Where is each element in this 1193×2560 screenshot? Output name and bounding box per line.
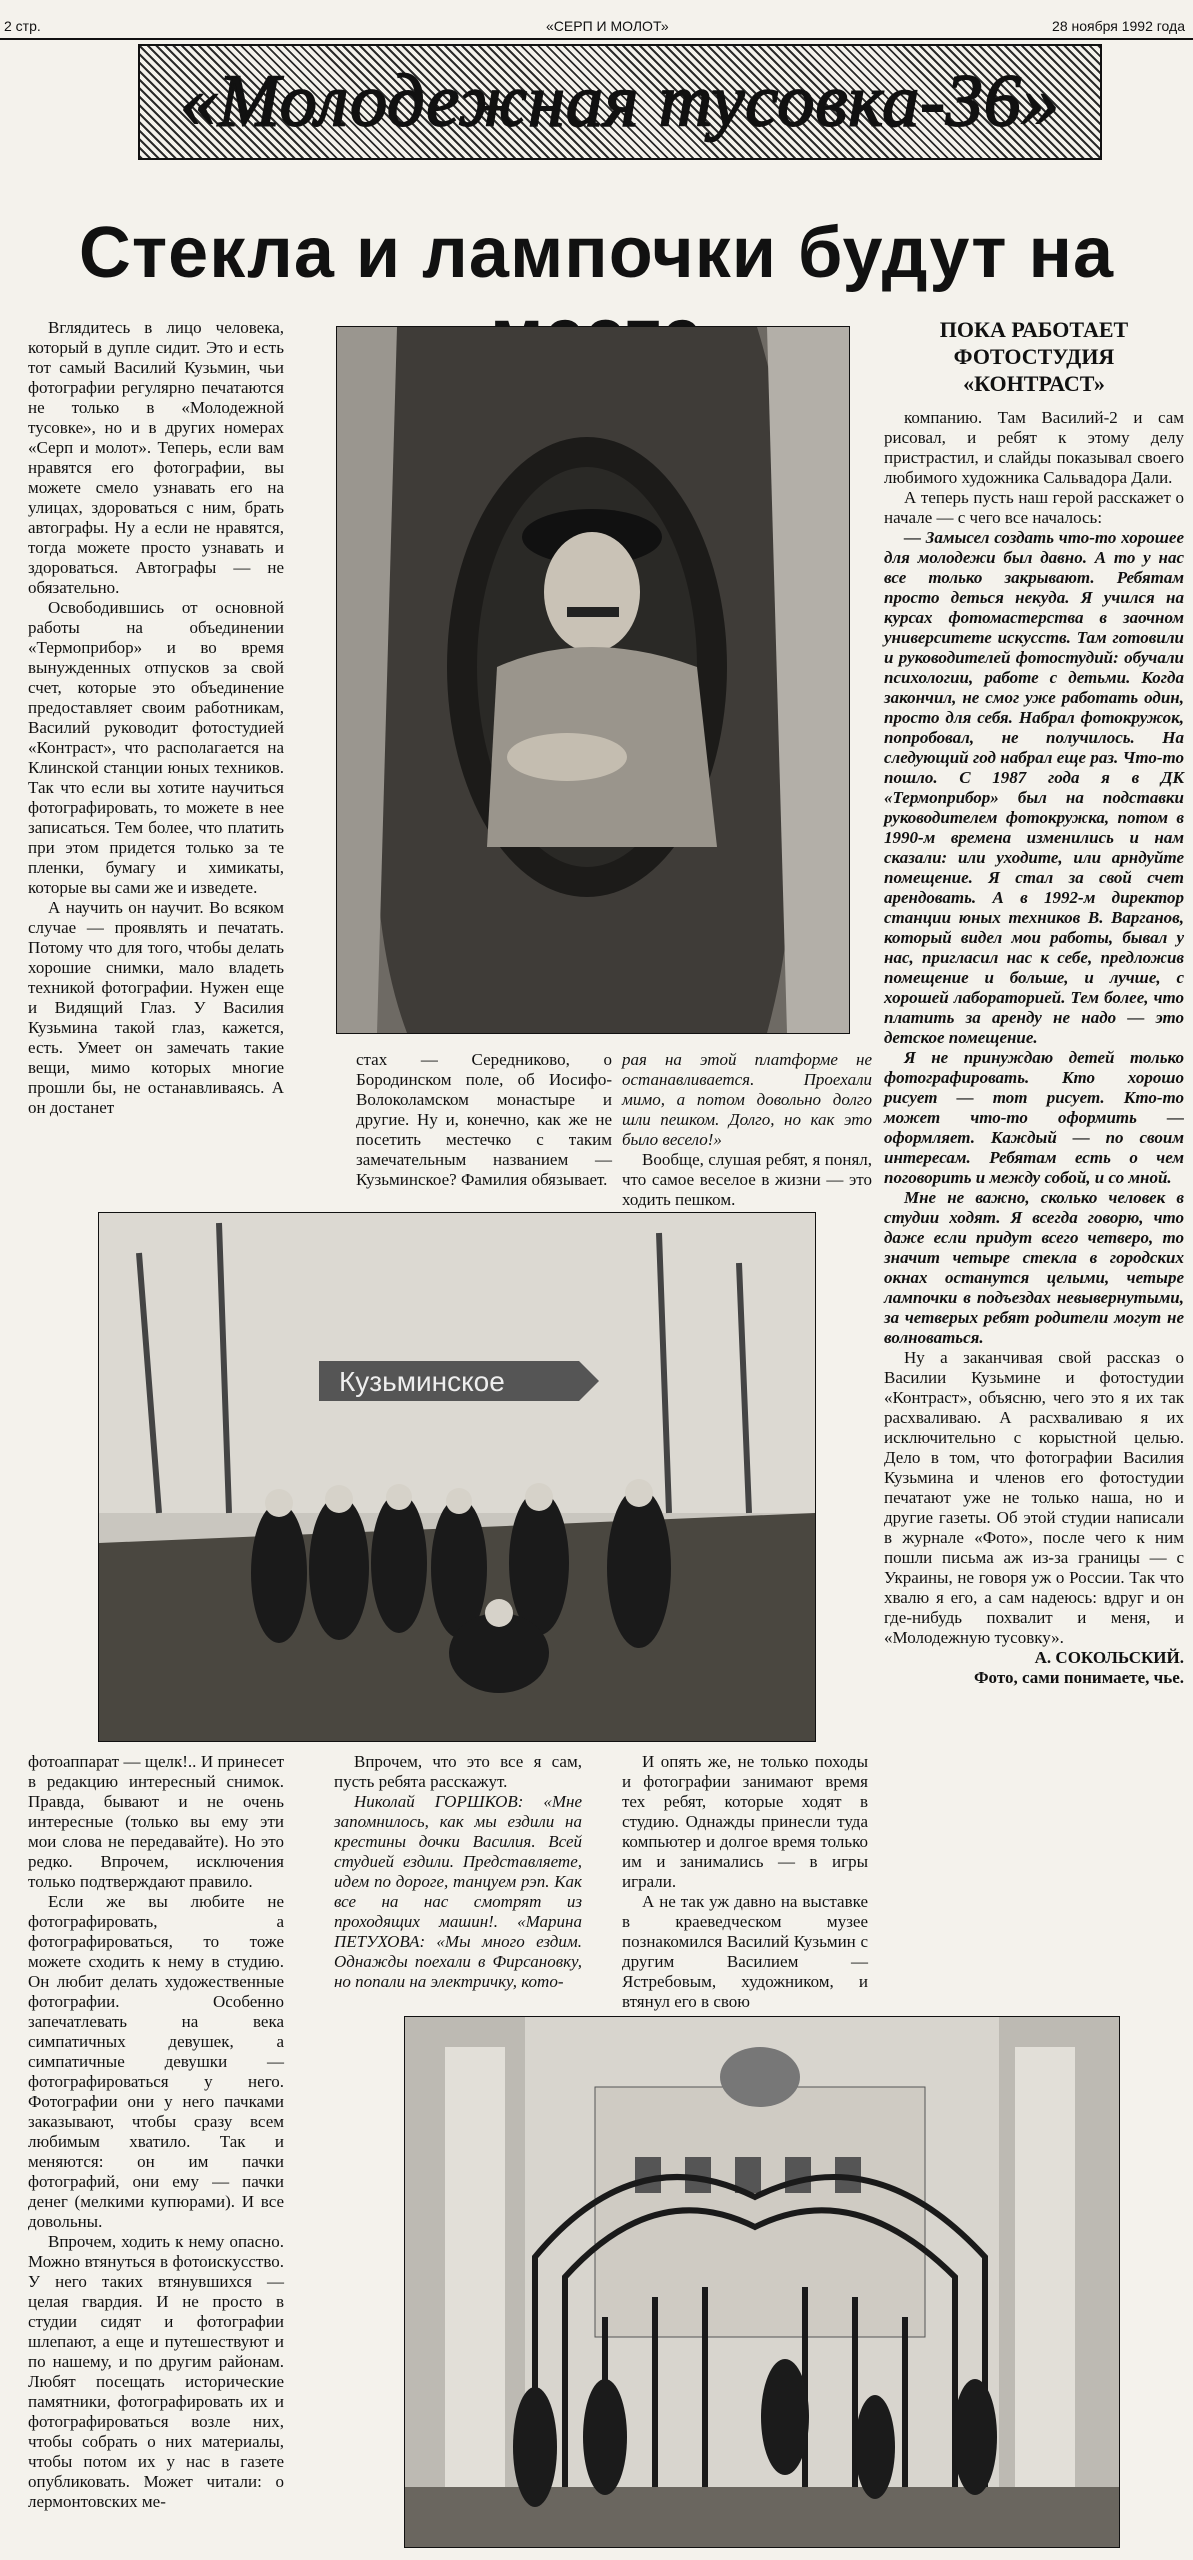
paragraph: А теперь пусть наш герой расскажет о начале — с чего все началось: [884, 488, 1184, 527]
paragraph: Впрочем, ходить к нему опасно. Можно втянуться в фотоискусство. У него таких втянувшихся — целая гвардия. И не просто в студии сидят и фотографии шлепают, а еще и путешествуют и по нашему, и по другим районам. Любят посещать исторические памятники, фотографировать их и фотографироваться возле них, чтобы собрать о них материалы, чтобы потом их у нас в газете опубликовать. Может читали: о лермонтовских ме- [28, 2232, 284, 2511]
column-right [884, 408, 1184, 1688]
quote-paragraph: Николай ГОРШКОВ: «Мне запомнилось, как мы ездили на крестины дочки Василия. Всей студией ездили. Представляете, идем по дороге, танцуем рэп. Как все на нас смотрят из проходящих машин!. «Марина ПЕТУХОВА: «Мы много ездим. Однажды поехали в Фирсановку, но попали на электричку, кото- [334, 1792, 582, 1991]
column-left [28, 318, 284, 1118]
banner-title: «Молодежная тусовка-36» [180, 60, 1060, 143]
issue-date: 28 ноября 1992 года [1052, 18, 1185, 34]
column-bottom-3 [622, 1752, 868, 2012]
sign-text: Кузьминское [339, 1366, 505, 1397]
side-heading-line: «КОНТРАСТ» [963, 371, 1105, 396]
paragraph: Вообще, слушая ребят, я понял, что самое веселое в жизни — это ходить пешком. [622, 1150, 872, 1209]
paragraph: А научить он научит. Во всяком случае — проявлять и печатать. Потому что для того, чтобы делать хорошие снимки, мало владеть техникой фотографии. Нужен еще и Видящий Глаз. У Василия Кузьмина такой глаз, кажется, есть. Умеет он замечать такие вещи, мимо которых многие прошли бы, не останавливаясь. А он достанет [28, 898, 284, 1117]
column-middle-2 [622, 1050, 872, 1210]
column-bottom-2 [334, 1752, 582, 1992]
section-banner [138, 44, 1102, 160]
paragraph: Если же вы любите не фотографировать, а фотографироваться, то тоже можете сходить к нему в студию. Он любит делать художественные фотографии. Особенно запечатлевать на века симпатичных девушек, а симпатичные девушки — фотографироваться у него. Фотографии они у него пачками заказывают, чтобы сразу всем любимым хватило. Так и меняются: он им пачки фотографий, они ему — пачки денег (мелкими купюрами). И все довольны. [28, 1892, 284, 2231]
paragraph: И опять же, не только походы и фотографии занимают время тех ребят, которые ходят в студию. Однажды принесли туда компьютер и долгое время только им и занимались — в игры играли. [622, 1752, 868, 1891]
paragraph: фотоаппарат — щелк!.. И принесет в редакцию интересный снимок. Правда, бывают и не очень интересные (только вы ему эти мои слова не передавайте). Но это редко. Впрочем, исключения только подтверждают правило. [28, 1752, 284, 1891]
quote-paragraph: Я не принуждаю детей только фотографировать. Кто хорошо рисует — тот рисует. Кто-то может что-то оформить — оформляет. Каждый — по своим интересам. Ребятам есть о чем поговорить и между собой, и со мной. [884, 1048, 1184, 1187]
photo-group-kuzminskoe-sign [98, 1212, 816, 1742]
paragraph: Вглядитесь в лицо человека, который в дупле сидит. Это и есть тот самый Василий Кузьмин, чьи фотографии регулярно печатаются не только в «Молодежной тусовке», но и в других номерах «Серп и молот». Теперь, если вам нравятся его фотографии, вы можете смело узнавать его на улицах, здороваться с ним, брать автографы. Ну а если не нравятся, тогда можете просто узнавать и здороваться. Автографы — не обязательно. [28, 318, 284, 597]
column-bottom-1 [28, 1752, 284, 2512]
author-signature: А. СОКОЛЬСКИЙ. [1034, 1648, 1184, 1667]
paragraph: А не так уж давно на выставке в краеведческом музее познакомился Василий Кузьмин с другим Василием — Ястребовым, художником, и втянул его в свою [622, 1892, 868, 2011]
page-number: 2 стр. [4, 18, 41, 34]
quote-paragraph: — Замысел создать что-то хорошее для молодежи был давно. А то у нас все только закрывают. Ребятам просто деться некуда. Я учился на курсах фотомастерства в заочном университете искусств. Там готовили и руководителей фотостудий: обучали психологии, работе с детьми. Когда закончил, не смог уже работать один, просто для себя. Набрал фотокружок, попробовал, не получилось. На следующий год набрал еще раз. Что-то пошло. С 1987 года я в ДК «Термоприбор» был на подставки руководителем фотокружка, потом в 1990-м времена изменились и нам сказали: или уходите, или арндуйте помещение. Я стал за свой счет арендовать. А в 1992-м директор станции юных техников В. Варганов, который видел мои работы, бывал у нас, пригласил нас к себе, предложив помещение и больше, и лучше, с хорошей лабораторией. Тем более, что платить за аренду не надо — это детское помещение. [884, 528, 1184, 1047]
paragraph: стах — Середниково, о Бородинском поле, об Иосифо-Волоколамском монастыре и другие. Ну и, конечно, как же не посетить местечко с таким замечательным названием — Кузьминское? Фамилия обязывает. [356, 1050, 612, 1189]
photo-man-in-tree [336, 326, 850, 1034]
quote-paragraph: Мне не важно, сколько человек в студии ходят. Я всегда говорю, что даже если придут всего четверо, то значит четыре стекла в городских окнах останутся целыми, четыре лампочки в подъездах невывернутыми, за четверых ребят родители могут не волноваться. [884, 1188, 1184, 1347]
photo-estate-gate [404, 2016, 1120, 2548]
column-middle-1 [356, 1050, 612, 1190]
header-rule [0, 38, 1193, 40]
newspaper-name: «СЕРП И МОЛОТ» [546, 18, 669, 34]
side-heading-line: ФОТОСТУДИЯ [953, 344, 1115, 369]
paragraph: Впрочем, что это все я сам, пусть ребята расскажут. [334, 1752, 582, 1791]
side-heading [884, 316, 1184, 397]
paragraph: компанию. Там Василий-2 и сам рисовал, и ребят к этому делу пристрастил, и слайды показывал своего любимого художника Сальвадора Дали. [884, 408, 1184, 487]
side-heading-line: ПОКА РАБОТАЕТ [939, 317, 1129, 342]
photo-credit: Фото, сами понимаете, чье. [973, 1668, 1184, 1687]
quote-paragraph: рая на этой платформе не останавливается. Проехали мимо, а потом довольно долго шли пешком. Долго, но как это было весело!» [622, 1050, 872, 1149]
paragraph: Освободившись от основной работы на объединении «Термоприбор» и во время вынужденных отпусков за свой счет, которые это объединение предоставляет своим работникам, Василий руководит фотостудией «Контраст», что располагается на Клинской станции юных техников. Так что если вы хотите научиться фотографировать, то можете в нее записаться. Тем более, что платить при этом придется только за те пленки, бумагу и химикаты, которые вы сами же и изведете. [28, 598, 284, 897]
article-headline: Стекла и лампочки будут на [78, 213, 1115, 293]
paragraph: Ну а заканчивая свой рассказ о Василии Кузьмине и фотостудии «Контраст», объясню, чего это я их так расхваливаю. А расхваливаю я их исключительно с корыстной целью. Дело в том, что фотографии Василия Кузьмина и членов его фотостудии печатают уже не только наша, но и другие газеты. Об этой студии написали в журнале «Фото», после чего к ним пошли письма аж из-за границы — с Украины, не говоря уж о России. Так что хвалю я его, а сам надеюсь: вдруг и он где-нибудь похвалит и меня, и «Молодежную тусовку». [884, 1348, 1184, 1647]
